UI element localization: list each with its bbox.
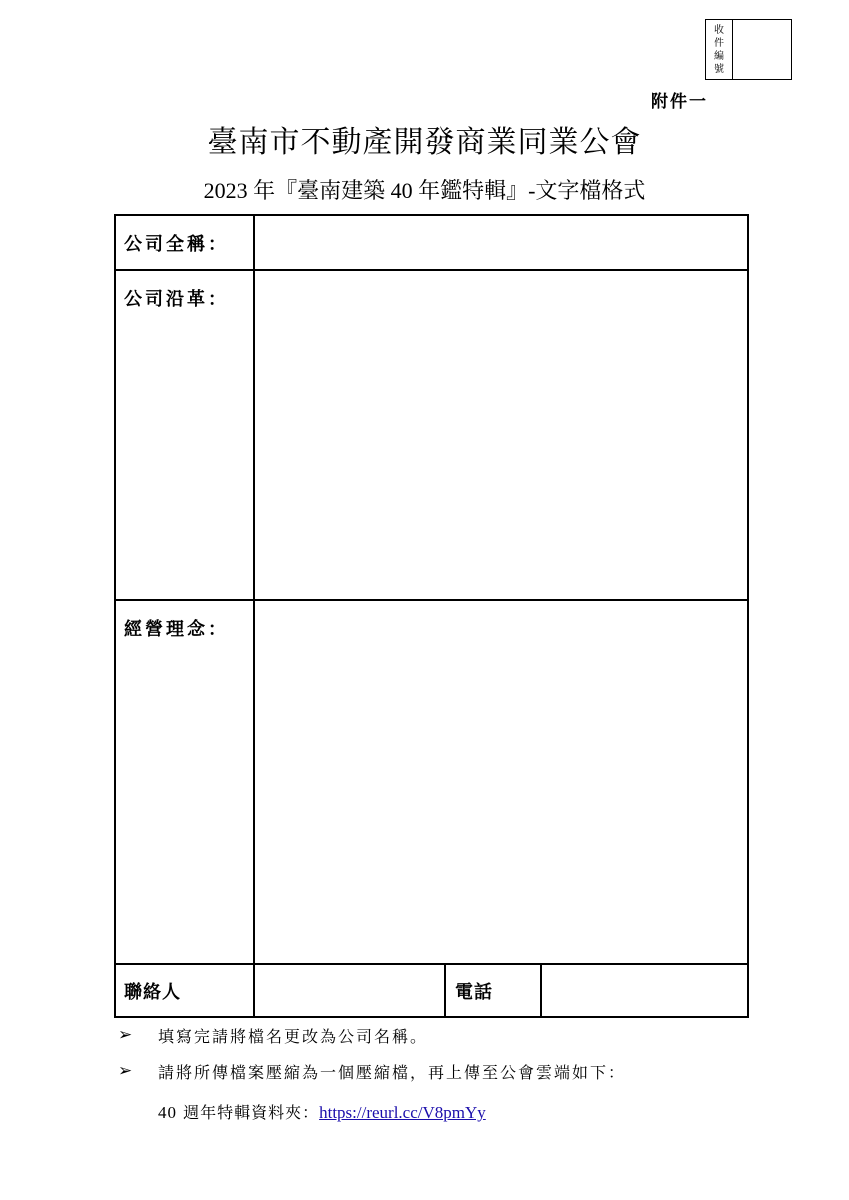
- business-philosophy-row: [116, 601, 747, 965]
- business-philosophy-field[interactable]: [255, 601, 747, 963]
- cloud-folder-link[interactable]: https://reurl.cc/V8pmYy: [319, 1103, 486, 1122]
- arrow-bullet-icon: ➢: [118, 1061, 135, 1081]
- receipt-number-label: 收 件 編 號: [706, 20, 733, 79]
- phone-label: 電話: [446, 965, 542, 1016]
- document-subtitle: 2023 年『臺南建築 40 年鑑特輯』-文字檔格式: [203, 178, 646, 203]
- submission-form-table: [114, 214, 749, 1018]
- arrow-bullet-icon: ➢: [118, 1025, 135, 1045]
- company-history-label: 公司沿革：: [116, 271, 255, 599]
- contact-person-field[interactable]: [255, 965, 446, 1016]
- company-history-field[interactable]: [255, 271, 747, 599]
- attachment-label: 附件一: [651, 92, 708, 112]
- business-philosophy-label: 經營理念：: [116, 601, 255, 963]
- contact-row: [116, 965, 747, 1016]
- cloud-folder-line: 40 週年特輯資料夾：https://reurl.cc/V8pmYy: [158, 1103, 486, 1122]
- receipt-number-field[interactable]: [733, 20, 791, 79]
- document-title: 臺南市不動產開發商業同業公會: [207, 125, 642, 160]
- company-name-label: 公司全稱：: [116, 216, 255, 269]
- company-name-row: [116, 216, 747, 271]
- note-item: ➢ 請將所傳檔案壓縮為一個壓縮檔，再上傳至公會雲端如下：: [118, 1061, 627, 1082]
- company-history-row: [116, 271, 747, 601]
- company-name-field[interactable]: [255, 216, 747, 269]
- receipt-number-box: [705, 19, 792, 80]
- instruction-notes: [118, 1024, 626, 1096]
- contact-person-label: 聯絡人: [116, 965, 255, 1016]
- note-item: ➢ 填寫完請將檔名更改為公司名稱。: [118, 1025, 429, 1046]
- phone-field[interactable]: [542, 965, 747, 1016]
